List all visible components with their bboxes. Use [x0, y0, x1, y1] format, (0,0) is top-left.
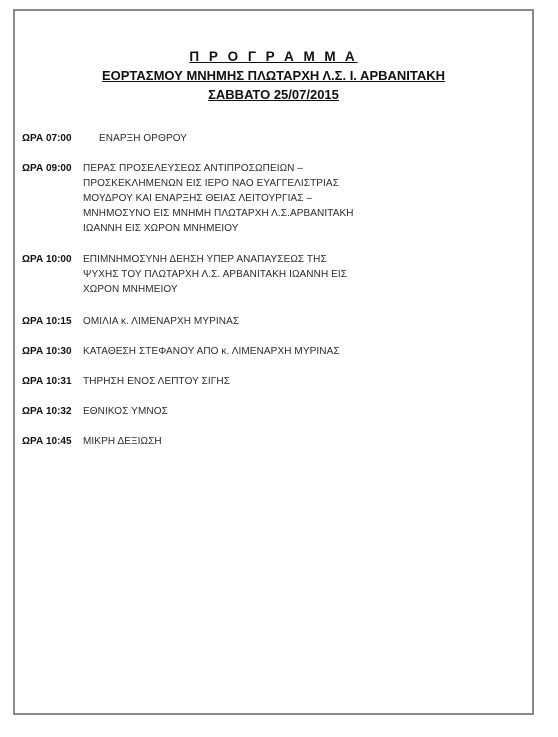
entry-time: ΩΡΑ 10:31: [22, 376, 72, 387]
entry-text: ΠΕΡΑΣ ΠΡΟΣΕΛΕΥΣΕΩΣ ΑΝΤΙΠΡΟΣΩΠΕΙΩΝ – ΠΡΟΣΚΕΚΛΗΜΕΝΩΝ ΕΙΣ ΙΕΡΟ ΝΑΟ ΕΥΑΓΓΕΛΙΣΤΡΙΑΣ ΜΟΥΔΡΟΥ ΚΑΙ ΕΝΑΡΞΗΣ ΘΕΙΑΣ ΛΕΙΤΟΥΡΓΙΑΣ – ΜΝΗΜΟΣΥΝΟ ΕΙΣ ΜΝΗΜΗ ΠΛΩΤΑΡΧΗ Λ.Σ.ΑΡΒΑΝΙΤΑΚΗ ΙΩΑΝΝΗ ΕΙΣ ΧΩΡΟΝ ΜΝΗΜΕΙΟΥ: [83, 163, 354, 234]
entry-time: ΩΡΑ 07:00: [22, 133, 72, 144]
entry-time: ΩΡΑ 10:45: [22, 436, 72, 447]
schedule-entry: [22, 344, 522, 359]
entry-text: ΚΑΤΑΘΕΣΗ ΣΤΕΦΑΝΟΥ ΑΠΟ κ. ΛΙΜΕΝΑΡΧΗ ΜΥΡΙΝΑΣ: [83, 346, 340, 357]
schedule-entry: [22, 161, 522, 236]
entry-time: ΩΡΑ 10:00: [22, 254, 72, 265]
schedule-entry: [22, 252, 522, 297]
schedule-entry: [22, 404, 522, 419]
entry-time: ΩΡΑ 10:30: [22, 346, 72, 357]
entry-time: ΩΡΑ 09:00: [22, 163, 72, 174]
event-date: ΣΑΒΒΑΤΟ 25/07/2015: [208, 87, 339, 102]
document-page: [13, 9, 534, 715]
program-title: Π Ρ Ο Γ Ρ Α Μ Μ Α: [189, 49, 358, 64]
schedule-entry: [22, 374, 522, 389]
schedule-entry: [22, 131, 522, 146]
entry-text: ΕΠΙΜΝΗΜΟΣΥΝΗ ΔΕΗΣΗ ΥΠΕΡ ΑΝΑΠΑΥΣΕΩΣ ΤΗΣ ΨΥΧΗΣ ΤΟΥ ΠΛΩΤΑΡΧΗ Λ.Σ. ΑΡΒΑΝΙΤΑΚΗ ΙΩΑΝΝΗ ΕΙΣ ΧΩΡΟΝ ΜΝΗΜΕΙΟΥ: [83, 254, 348, 295]
entry-text: ΟΜΙΛΙΑ κ. ΛΙΜΕΝΑΡΧΗ ΜΥΡΙΝΑΣ: [83, 316, 240, 327]
entry-text: ΕΘΝΙΚΟΣ ΥΜΝΟΣ: [83, 406, 168, 417]
schedule-entry: [22, 314, 522, 329]
entry-time: ΩΡΑ 10:15: [22, 316, 72, 327]
document-header: [15, 47, 532, 104]
schedule-entry: [22, 434, 522, 449]
entry-text: ΤΗΡΗΣΗ ΕΝΟΣ ΛΕΠΤΟΥ ΣΙΓΗΣ: [83, 376, 230, 387]
entry-text: ΜΙΚΡΗ ΔΕΞΙΩΣΗ: [83, 436, 162, 447]
event-title: ΕΟΡΤΑΣΜΟΥ ΜΝΗΜΗΣ ΠΛΩΤΑΡΧΗ Λ.Σ. Ι. ΑΡΒΑΝΙΤΑΚΗ: [101, 68, 446, 83]
entry-text: ΕΝΑΡΞΗ ΟΡΘΡΟΥ: [99, 133, 188, 144]
entry-time: ΩΡΑ 10:32: [22, 406, 72, 417]
schedule-list: [22, 131, 522, 449]
